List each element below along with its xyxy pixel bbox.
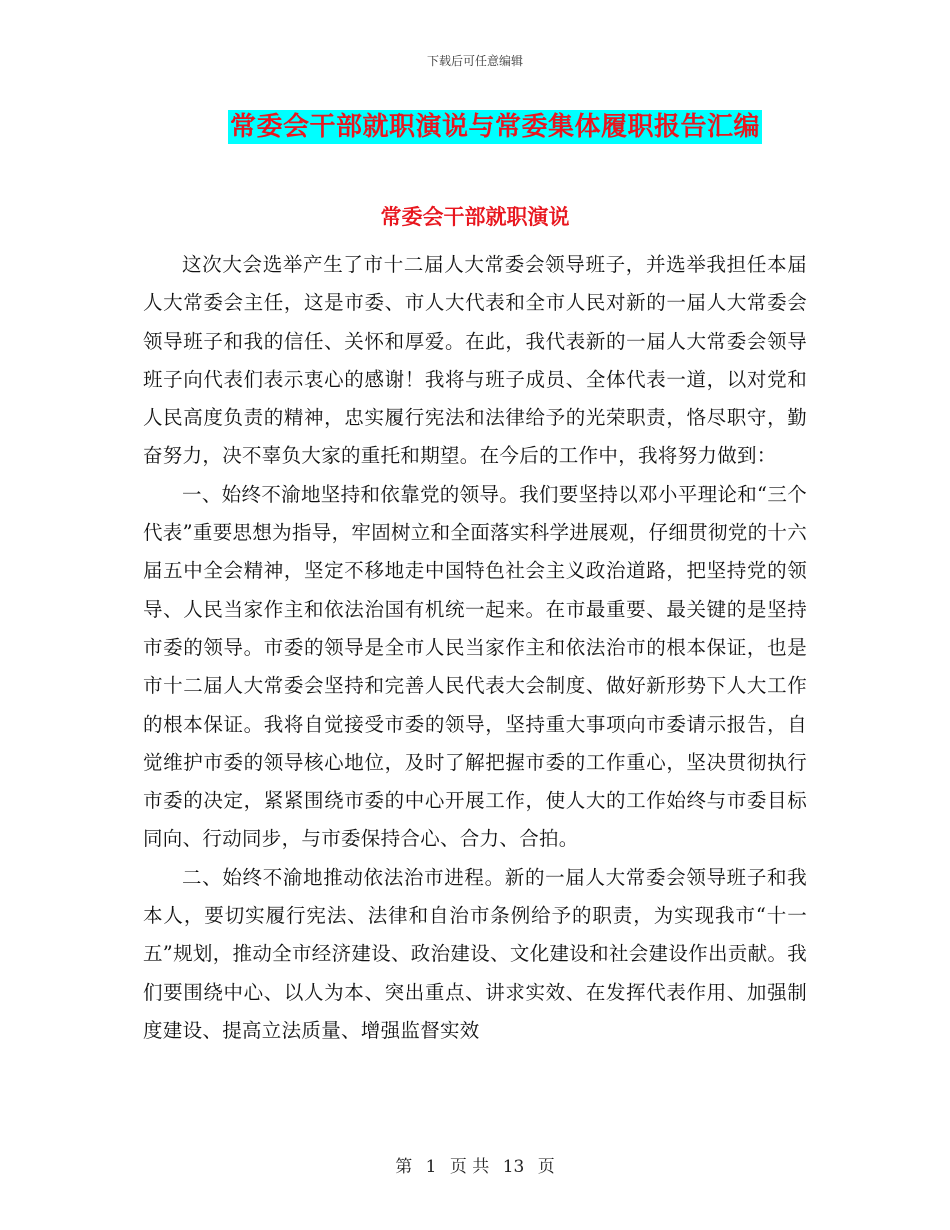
page-footer (0, 1152, 950, 1177)
paragraph-point-one: 一、始终不渝地坚持和依靠党的领导。我们要坚持以邓小平理论和“三个代表”重要思想为指导，牢固树立和全面落实科学进展观，仔细贯彻党的十六届五中全会精神，坚定不移地走中国特色社会主义政治道路，把坚持党的领导、人民当家作主和依法治国有机统一起来。在市最重要、最关键的是坚持市委的领导。市委的领导是全市人民当家作主和依法治市的根本保证，也是市十二届人大常委会坚持和完善人民代表大会制度、做好新形势下人大工作的根本保证。我将自觉接受市委的领导，坚持重大事项向市委请示报告，自觉维护市委的领导核心地位，及时了解把握市委的工作重心，坚决贯彻执行市委的决定，紧紧围绕市委的中心开展工作，使人大的工作始终与市委目标同向、行动同步，与市委保持合心、合力、合拍。 (143, 482, 807, 851)
main-title-wrap (0, 110, 950, 144)
body-text (143, 246, 807, 1050)
section-title: 常委会干部就职演说 (380, 205, 570, 229)
main-title: 常委会干部就职演说与常委集体履职报告汇编 (229, 112, 760, 142)
footer-suffix: 页 (537, 1157, 555, 1177)
footer-total-pages: 13 (502, 1157, 525, 1177)
paragraph-point-two: 二、始终不渝地推动依法治市进程。新的一届人大常委会领导班子和我本人，要切实履行宪法、法律和自治市条例给予的职责，为实现我市“十一五”规划，推动全市经济建设、政治建设、文化建设和社会建设作出贡献。我们要围绕中心、以人为本、突出重点、讲求实效、在发挥代表作用、加强制度建设、提高立法质量、增强监督实效 (143, 865, 807, 1042)
paragraph-intro: 这次大会选举产生了市十二届人大常委会领导班子，并选举我担任本届人大常委会主任，这是市委、市人大代表和全市人民对新的一届人大常委会领导班子和我的信任、关怀和厚爱。在此，我代表新的一届人大常委会领导班子向代表们表示衷心的感谢！我将与班子成员、全体代表一道，以对党和人民高度负责的精神，忠实履行宪法和法律给予的光荣职责，恪尽职守，勤奋努力，决不辜负大家的重托和期望。在今后的工作中，我将努力做到： (143, 253, 807, 468)
header-note: 下载后可任意编辑 (426, 54, 523, 68)
footer-prefix: 第 (395, 1157, 413, 1177)
footer-middle: 页 共 (449, 1157, 490, 1177)
footer-page-number: 1 (425, 1157, 437, 1177)
